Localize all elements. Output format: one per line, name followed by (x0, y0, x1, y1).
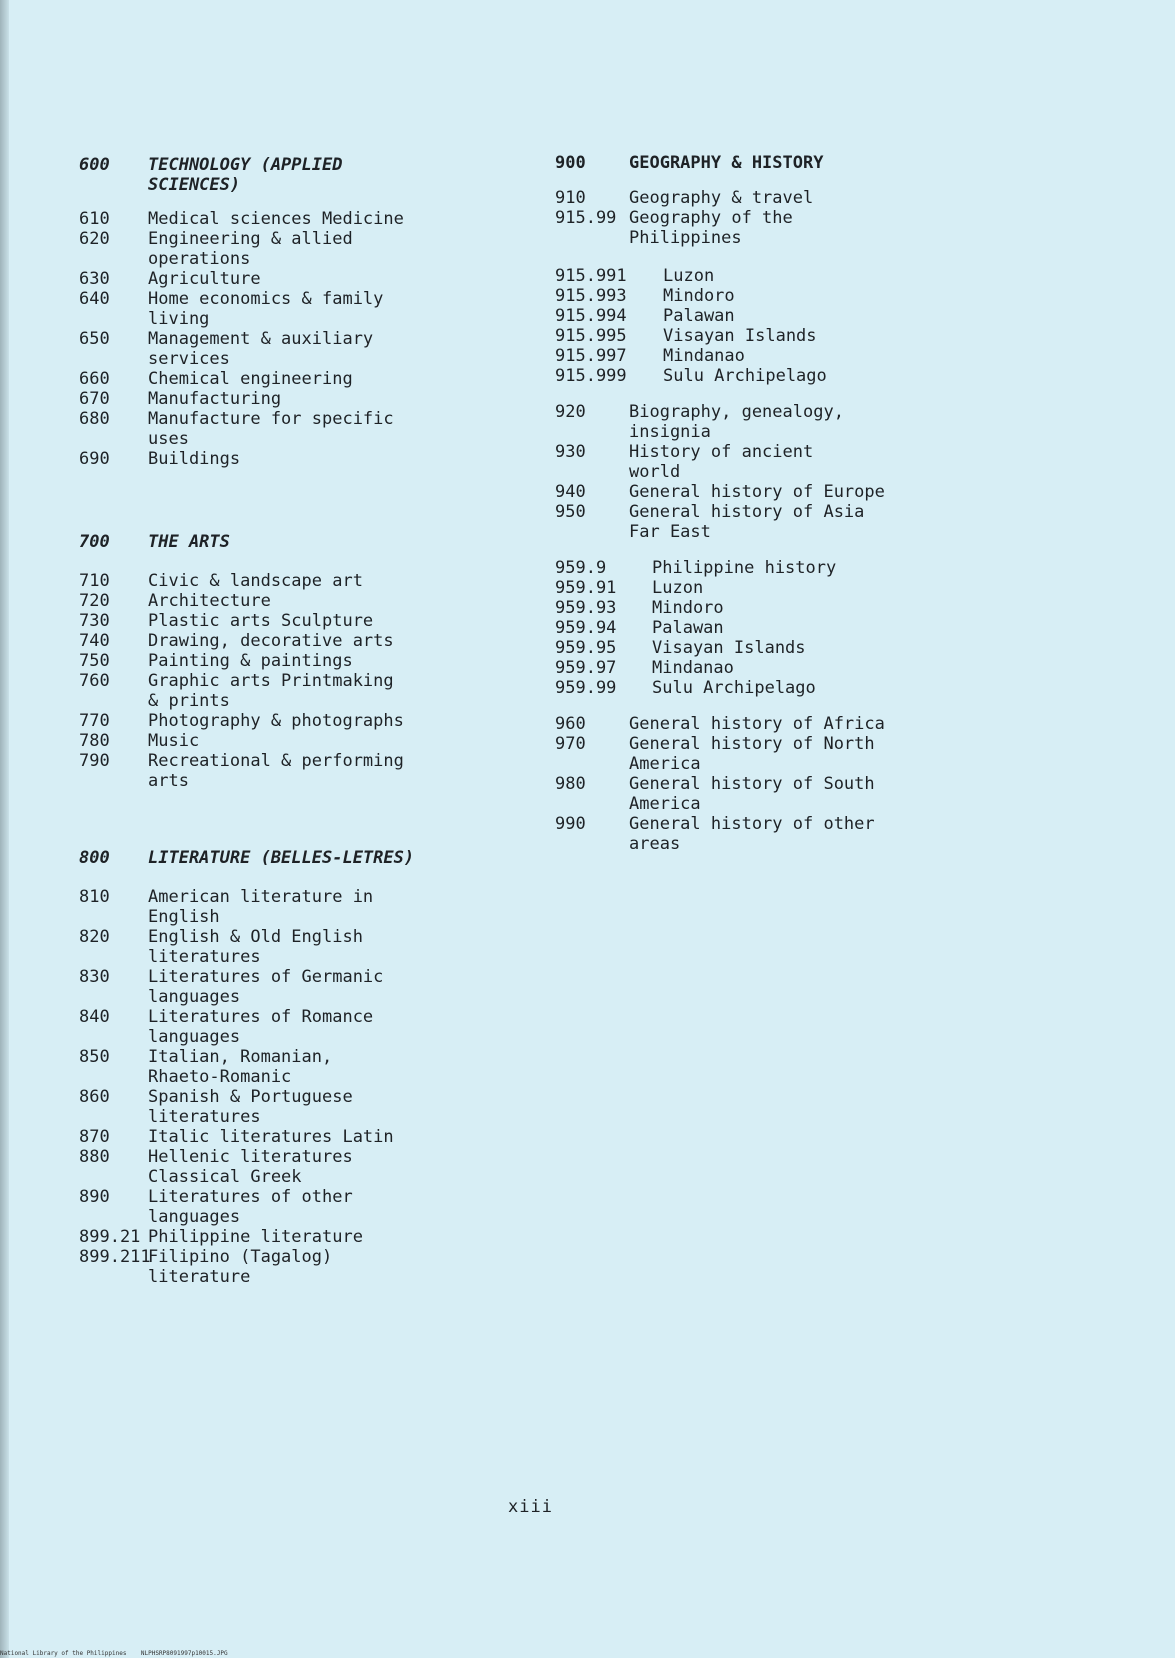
class-entry (79, 1147, 499, 1187)
class-entry (79, 409, 499, 449)
class-number: 750 (79, 651, 110, 671)
class-entry (555, 774, 955, 814)
class-number: 915.999 (555, 366, 627, 386)
class-entry (555, 366, 955, 386)
entry-list (555, 266, 955, 386)
class-number: 915.99 (555, 208, 617, 228)
class-number: 680 (79, 409, 110, 429)
class-title: Literatures of other languages (148, 1187, 353, 1227)
class-entry (555, 346, 955, 366)
class-number: 915.995 (555, 326, 627, 346)
class-number: 780 (79, 731, 110, 751)
class-title: Civic & landscape art (148, 571, 363, 591)
class-number: 830 (79, 967, 110, 987)
class-number: 960 (555, 714, 586, 734)
class-title: Italian, Romanian, Rhaeto-Romanic (148, 1047, 333, 1087)
class-entry (79, 651, 499, 671)
class-title: Philippine literature (148, 1227, 363, 1247)
page-binding-edge (0, 0, 9, 1658)
class-entry (79, 1007, 499, 1047)
section-heading (79, 848, 499, 868)
class-title: Medical sciences Medicine (148, 209, 404, 229)
class-title: General history of Africa (629, 714, 885, 734)
class-number: 915.991 (555, 266, 627, 286)
class-title: Music (148, 731, 200, 751)
class-number: 959.97 (555, 658, 617, 678)
class-entry (555, 814, 955, 854)
class-entry (79, 329, 499, 369)
class-number: 730 (79, 611, 110, 631)
class-number: 620 (79, 229, 110, 249)
class-title: General history of South America (629, 774, 875, 814)
class-title: Management & auxiliary services (148, 329, 374, 369)
class-title: General history of Europe (629, 482, 885, 502)
class-entry (555, 326, 955, 346)
class-title: GEOGRAPHY & HISTORY (629, 153, 824, 173)
class-number: 810 (79, 887, 110, 907)
class-number: 650 (79, 329, 110, 349)
class-number: 990 (555, 814, 586, 834)
class-entry (79, 967, 499, 1007)
class-title: General history of Asia Far East (629, 502, 865, 542)
class-number: 890 (79, 1187, 110, 1207)
class-number: 660 (79, 369, 110, 389)
class-title: Filipino (Tagalog) literature (148, 1247, 333, 1287)
class-number: 720 (79, 591, 110, 611)
class-entry (79, 711, 499, 731)
section-600 (79, 155, 499, 469)
class-number: 690 (79, 449, 110, 469)
class-number: 850 (79, 1047, 110, 1067)
class-entry (555, 618, 955, 638)
class-number: 610 (79, 209, 110, 229)
class-entry (79, 289, 499, 329)
class-number: 640 (79, 289, 110, 309)
class-number: 950 (555, 502, 586, 522)
class-title: Mindoro (663, 286, 735, 306)
class-title: Architecture (148, 591, 271, 611)
class-title: Palawan (652, 618, 724, 638)
class-entry (79, 591, 499, 611)
entry-list (79, 209, 499, 469)
right-column (555, 153, 955, 854)
class-number: 970 (555, 734, 586, 754)
class-entry (555, 266, 955, 286)
class-title: Visayan Islands (652, 638, 806, 658)
section-heading (555, 153, 955, 173)
class-title: Biography, genealogy, insignia (629, 402, 844, 442)
class-number: 840 (79, 1007, 110, 1027)
class-title: Spanish & Portuguese literatures (148, 1087, 353, 1127)
class-number: 899.211 (79, 1247, 151, 1267)
class-number: 959.99 (555, 678, 617, 698)
class-entry (79, 1127, 499, 1147)
class-entry (79, 1047, 499, 1087)
class-number: 910 (555, 188, 586, 208)
class-number: 710 (79, 571, 110, 591)
class-title: Geography & travel (629, 188, 814, 208)
class-title: American literature in English (148, 887, 374, 927)
class-title: English & Old English literatures (148, 927, 363, 967)
class-number: 800 (79, 848, 110, 868)
class-entry (79, 1247, 499, 1287)
class-entry (79, 269, 499, 289)
class-entry (79, 631, 499, 651)
class-entry (79, 671, 499, 711)
class-entry (79, 369, 499, 389)
class-number: 920 (555, 402, 586, 422)
class-title: Mindanao (652, 658, 734, 678)
entry-list (555, 188, 955, 248)
class-entry (79, 389, 499, 409)
class-title: Mindoro (652, 598, 724, 618)
class-entry (555, 598, 955, 618)
class-entry (79, 209, 499, 229)
class-title: General history of North America (629, 734, 875, 774)
class-entry (555, 638, 955, 658)
class-entry (555, 188, 955, 208)
class-entry (555, 678, 955, 698)
class-title: Manufacturing (148, 389, 282, 409)
section-700 (79, 532, 499, 791)
class-number: 670 (79, 389, 110, 409)
class-entry (555, 734, 955, 774)
class-entry (79, 887, 499, 927)
class-number: 770 (79, 711, 110, 731)
class-title: Geography of the Philippines (629, 208, 793, 248)
class-title: Hellenic literatures Classical Greek (148, 1147, 353, 1187)
entry-list (555, 402, 955, 542)
left-column (79, 155, 499, 1287)
class-number: 959.9 (555, 558, 607, 578)
section-800 (79, 848, 499, 1287)
class-title: Palawan (663, 306, 735, 326)
class-number: 630 (79, 269, 110, 289)
class-entry (555, 578, 955, 598)
class-title: Agriculture (148, 269, 261, 289)
class-title: Luzon (652, 578, 704, 598)
class-title: LITERATURE (BELLES-LETRES) (148, 848, 415, 868)
page-number: xiii (508, 1497, 553, 1517)
class-number: 959.91 (555, 578, 617, 598)
class-entry (555, 482, 955, 502)
class-entry (79, 229, 499, 269)
class-title: Italic literatures Latin (148, 1127, 394, 1147)
class-title: Luzon (663, 266, 715, 286)
class-title: Sulu Archipelago (663, 366, 827, 386)
class-entry (79, 571, 499, 591)
class-number: 915.993 (555, 286, 627, 306)
entry-list (555, 558, 955, 698)
class-title: Sulu Archipelago (652, 678, 816, 698)
entry-list (555, 714, 955, 854)
class-number: 790 (79, 751, 110, 771)
class-entry (555, 442, 955, 482)
class-number: 940 (555, 482, 586, 502)
class-title: Mindanao (663, 346, 745, 366)
scan-footer: National Library of the Philippines NLPHSRP8091997p10015.JPG (0, 1650, 228, 1657)
class-number: 930 (555, 442, 586, 462)
class-number: 915.994 (555, 306, 627, 326)
class-entry (79, 731, 499, 751)
class-entry (555, 558, 955, 578)
class-title: Literatures of Romance languages (148, 1007, 374, 1047)
class-title: Recreational & performing arts (148, 751, 404, 791)
entry-list (79, 887, 499, 1287)
class-number: 870 (79, 1127, 110, 1147)
entry-list (79, 571, 499, 791)
class-number: 820 (79, 927, 110, 947)
class-title: Graphic arts Printmaking & prints (148, 671, 394, 711)
class-title: Home economics & family living (148, 289, 384, 329)
class-entry (555, 306, 955, 326)
class-title: History of ancient world (629, 442, 814, 482)
class-entry (555, 208, 955, 248)
class-entry (555, 402, 955, 442)
class-title: Painting & paintings (148, 651, 353, 671)
class-number: 600 (79, 155, 110, 175)
class-title: Drawing, decorative arts (148, 631, 394, 651)
class-title: Literatures of Germanic languages (148, 967, 384, 1007)
class-entry (79, 449, 499, 469)
class-entry (79, 751, 499, 791)
class-entry (555, 714, 955, 734)
class-entry (79, 1227, 499, 1247)
section-heading (79, 532, 499, 552)
class-title: Photography & photographs (148, 711, 404, 731)
class-number: 880 (79, 1147, 110, 1167)
class-number: 959.93 (555, 598, 617, 618)
class-title: THE ARTS (148, 532, 230, 552)
class-number: 700 (79, 532, 110, 552)
class-number: 899.21 (79, 1227, 141, 1247)
class-title: Engineering & allied operations (148, 229, 353, 269)
class-entry (555, 502, 955, 542)
class-title: Plastic arts Sculpture (148, 611, 374, 631)
class-title: Chemical engineering (148, 369, 353, 389)
class-entry (79, 1087, 499, 1127)
class-entry (555, 658, 955, 678)
class-number: 959.95 (555, 638, 617, 658)
class-number: 959.94 (555, 618, 617, 638)
section-heading (79, 155, 499, 195)
class-title: Manufacture for specific uses (148, 409, 394, 449)
class-title: Philippine history (652, 558, 837, 578)
class-number: 980 (555, 774, 586, 794)
class-number: 900 (555, 153, 586, 173)
class-entry (79, 1187, 499, 1227)
class-title: Buildings (148, 449, 241, 469)
class-number: 915.997 (555, 346, 627, 366)
class-title: General history of other areas (629, 814, 875, 854)
class-number: 860 (79, 1087, 110, 1107)
class-entry (79, 927, 499, 967)
class-number: 760 (79, 671, 110, 691)
class-entry (79, 611, 499, 631)
class-number: 740 (79, 631, 110, 651)
class-entry (555, 286, 955, 306)
class-title: TECHNOLOGY (APPLIED SCIENCES) (148, 155, 343, 195)
class-title: Visayan Islands (663, 326, 817, 346)
